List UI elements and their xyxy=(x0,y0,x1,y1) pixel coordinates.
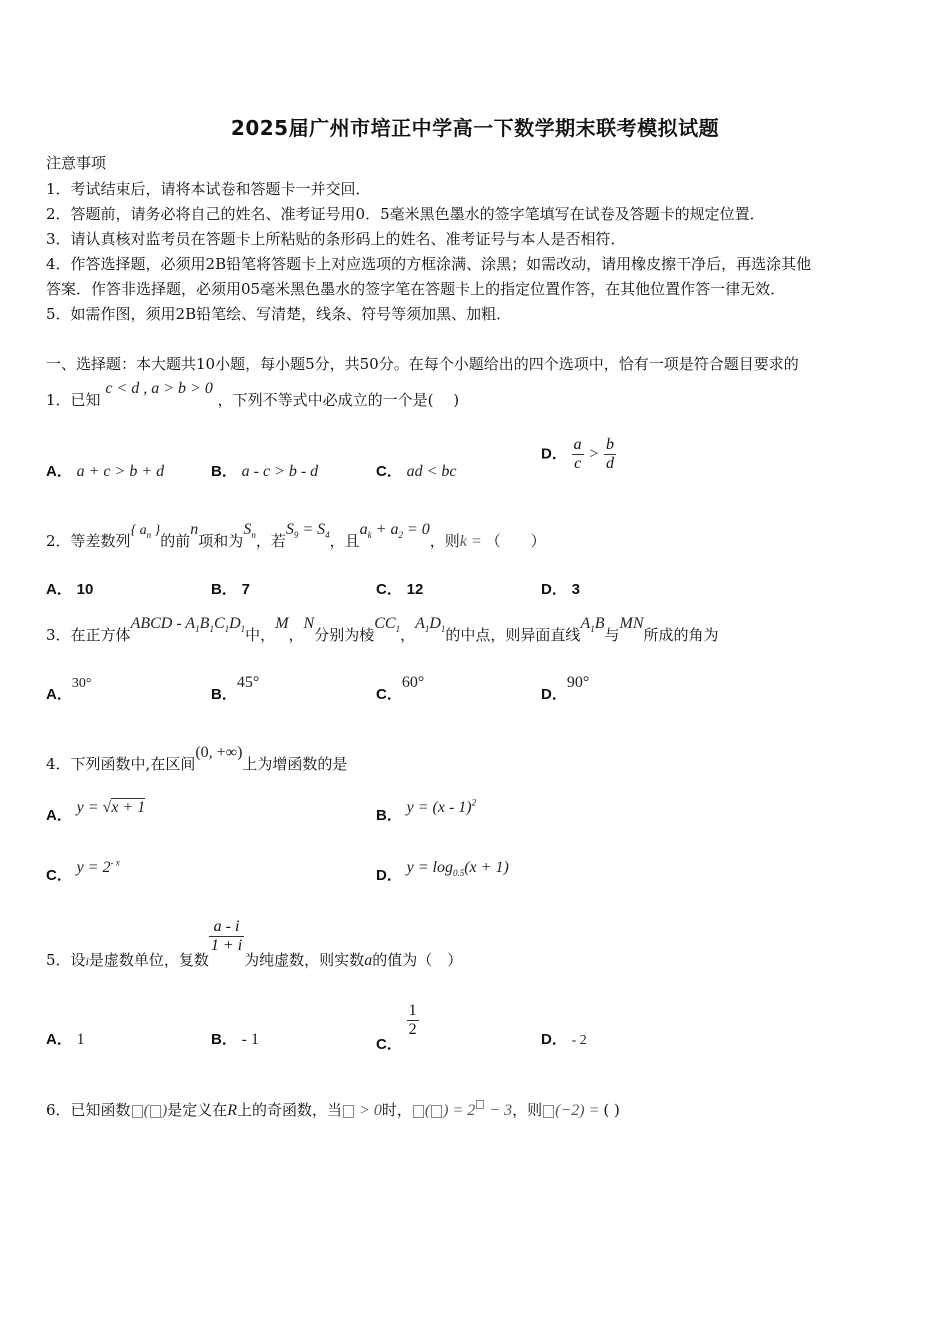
question-number: 3． xyxy=(46,626,71,644)
q5-option-a[interactable]: A． 1 xyxy=(46,1031,85,1048)
option-label: D． xyxy=(541,445,567,463)
option-label: C． xyxy=(376,463,402,480)
question-number: 5． xyxy=(46,950,71,969)
q2-option-d[interactable]: D． 3 xyxy=(541,581,580,598)
notice-item-5: 5．如需作图，须用2B铅笔绘、写清楚，线条、符号等须加黑、加粗． xyxy=(46,305,512,323)
q4-option-d[interactable]: D． $y = \log_{0.5}(x + 1)$ xyxy=(376,859,509,884)
question-text: 已知 xyxy=(70,391,101,409)
notice-item-4-cont: 答案．作答非选择题，必须用05毫米黑色墨水的签字笔在答题卡上的指定位置作答，在其他位置作答一律无效． xyxy=(46,280,786,298)
q5-option-b[interactable]: B． - 1 xyxy=(211,1031,259,1048)
option-expr: a - c > b - d xyxy=(241,463,319,480)
q4-option-c[interactable]: C． $y = 2^{- x}$ xyxy=(46,857,120,884)
question-number: 4． xyxy=(46,755,71,773)
option-label: A． xyxy=(46,463,72,480)
q2-option-b[interactable]: B． 7 xyxy=(211,581,250,598)
question-1 xyxy=(46,380,460,410)
notice-heading: 注意事项 xyxy=(46,154,107,172)
q4-option-a[interactable]: A． y = √x + 1 xyxy=(46,799,146,824)
option-expr: ad < bc xyxy=(406,463,457,480)
option-label: B． xyxy=(211,463,237,480)
q5-option-d[interactable]: D． - 2 xyxy=(541,1031,587,1048)
question-text: ，下列不等式中必成立的一个是( ) xyxy=(217,391,460,409)
q3-option-c[interactable]: C．60° xyxy=(376,674,425,703)
fraction: $\frac{a - i}{1 + i}$ xyxy=(210,918,243,954)
fraction: $\frac{a}{c}$ xyxy=(573,436,582,472)
q3-option-d[interactable]: D．90° xyxy=(541,674,590,703)
question-6: 6．已知函数 ( )是定义在R上的奇函数，当 > 0时， ( ) = 2 − 3，则 (−2) = ( ) xyxy=(46,1101,620,1119)
q3-option-a[interactable]: A．30° xyxy=(46,676,92,703)
q3-option-b[interactable]: B．45° xyxy=(211,674,260,703)
question-number: 6． xyxy=(46,1101,71,1119)
math-condition: c < d , a > b > 0 xyxy=(105,380,213,397)
q1-option-a[interactable] xyxy=(46,460,164,481)
q1-option-c[interactable] xyxy=(376,460,457,481)
section-heading: 一、选择题：本大题共10小题，每小题5分，共50分。在每个小题给出的四个选项中，恰有一项是符合题目要求的 xyxy=(46,355,799,373)
notice-item-4: 4．作答选择题，必须用2B铅笔将答题卡上对应选项的方框涂满、涂黑；如需改动，请用橡皮擦干净后，再选涂其他 xyxy=(46,255,812,273)
notice-item-1: 1．考试结束后，请将本试卷和答题卡一并交回． xyxy=(46,180,371,198)
q2-option-c[interactable]: C． 12 xyxy=(376,581,424,598)
page-title: 2025届广州市培正中学高一下数学期末联考模拟试题 xyxy=(230,116,720,140)
notice-item-2: 2．答题前，请务必将自己的姓名、准考证号用0．5毫米黑色墨水的签字笔填写在试卷及答题卡的规定位置． xyxy=(46,205,765,223)
question-number: 2． xyxy=(46,532,71,550)
question-2: 2．等差数列{ $a_n$ }的前n项和为$S_n$，若$S_9 = S_4$，且$a_k + a_2 = 0$，则k = （ ） xyxy=(46,521,546,550)
operator: > xyxy=(588,445,600,463)
notice-item-3: 3．请认真核对监考员在答题卡上所粘贴的条形码上的姓名、准考证号与本人是否相符． xyxy=(46,230,626,248)
q2-option-a[interactable]: A． 10 xyxy=(46,581,94,598)
q1-option-d[interactable] xyxy=(541,436,616,473)
question-number: 1． xyxy=(46,391,71,409)
question-5: 5．设i是虚数单位，复数 $\frac{a - i}{1 + i}$ 为纯虚数，则实数a的值为（ ） xyxy=(46,918,463,969)
q4-option-b[interactable]: B． y = (x - 1)$^2$ xyxy=(376,797,477,824)
q1-option-b[interactable] xyxy=(211,460,318,481)
question-3: 3．在正方体ABCD - $A_1B_1C_1D_1$中，M，N分别为棱$CC_1$，$A_1D_1$的中点，则异面直线$A_1B$与MN所成的角为 xyxy=(46,615,719,644)
question-4: 4．下列函数中,在区间(0, +∞)上为增函数的是 xyxy=(46,744,348,773)
q5-option-c[interactable]: C． $\frac{1}{2}$ xyxy=(376,1002,417,1053)
fraction: $\frac{b}{d}$ xyxy=(605,436,614,472)
option-expr: a + c > b + d xyxy=(76,463,165,480)
